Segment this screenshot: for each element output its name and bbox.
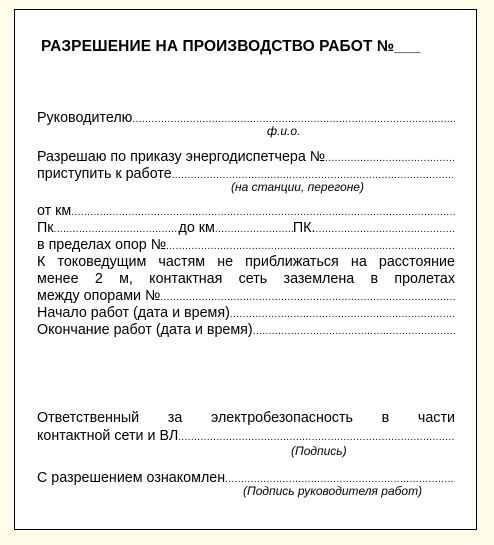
acknowledged-label: С разрешением ознакомлен — [37, 470, 226, 486]
fill-line — [54, 221, 179, 238]
head-hint: ф.и.о. — [267, 124, 301, 138]
safety-line-3 — [37, 288, 455, 306]
fill-line — [230, 306, 455, 323]
from-km-label: от км — [37, 203, 72, 219]
from-km-line — [37, 203, 455, 221]
responsible-line-2 — [37, 428, 455, 446]
permit-form — [14, 9, 477, 530]
start-time-label: Начало работ (дата и время) — [37, 305, 230, 321]
head-label: Руководителю — [37, 110, 133, 126]
start-work-label: приступить к работе — [37, 166, 172, 182]
manager-signature-hint: (Подпись руководителя работ) — [243, 484, 423, 498]
form-title: РАЗРЕШЕНИЕ НА ПРОИЗВОДСТВО РАБОТ №___ — [41, 38, 421, 55]
responsible-text-1: Ответственный за электробезопасность в части — [37, 410, 455, 426]
safety-text-2: менее 2 м, контактная сеть заземлена в пролетах — [37, 271, 455, 287]
within-supports-label: в пределах опор № — [37, 237, 167, 253]
end-time-line — [37, 322, 455, 340]
start-work-hint: (на станции, перегоне) — [231, 180, 364, 194]
fill-line — [325, 150, 455, 167]
pk-label: Пк — [37, 220, 54, 236]
order-line — [37, 149, 455, 167]
to-km-label: до км — [178, 220, 215, 236]
fill-line — [160, 289, 455, 306]
pk-line — [37, 220, 455, 238]
fill-line — [315, 221, 455, 238]
fill-line — [71, 204, 455, 221]
pk2-label: ПК. — [292, 220, 316, 236]
fill-line — [166, 238, 455, 255]
order-label: Разрешаю по приказу энергодиспетчера № — [37, 149, 326, 165]
within-supports-line — [37, 237, 455, 255]
responsible-text-2: контактной сети и ВЛ — [37, 428, 179, 444]
fill-line — [215, 221, 293, 238]
head-line — [37, 110, 455, 128]
end-time-label: Окончание работ (дата и время) — [37, 322, 253, 338]
fill-line — [253, 323, 455, 340]
signature-hint: (Подпись) — [291, 444, 347, 458]
safety-text-3: между опорами № — [37, 288, 161, 304]
safety-text-1: К токоведущим частям не приближаться на расстояние — [37, 254, 455, 270]
start-time-line — [37, 305, 455, 323]
